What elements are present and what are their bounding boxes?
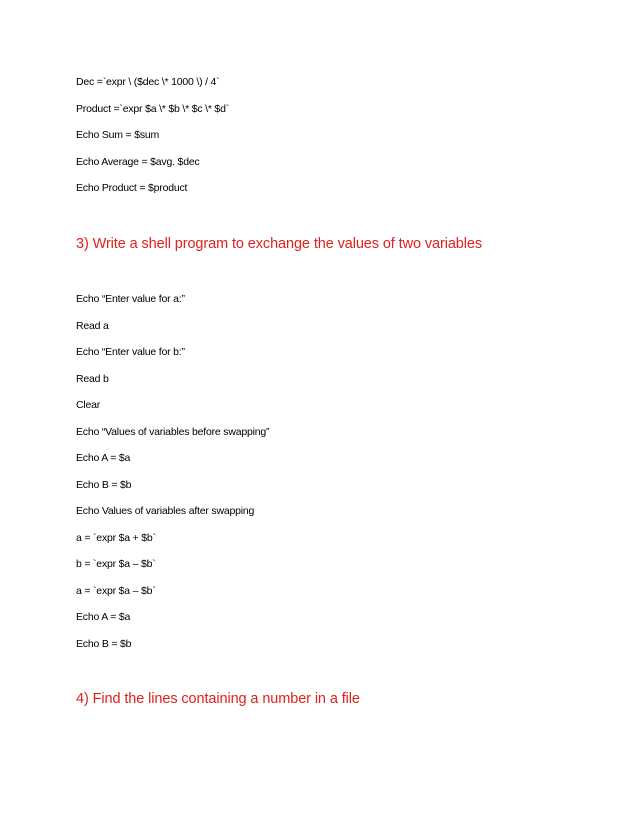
code-line: Dec =`expr \ ($dec \* 1000 \) / 4` bbox=[76, 76, 220, 88]
code-line: Echo A = $a bbox=[76, 611, 131, 623]
code-line: a = `expr $a + $b` bbox=[76, 532, 156, 544]
code-line: Read b bbox=[76, 373, 109, 385]
code-line: Echo “Enter value for a:” bbox=[76, 293, 185, 305]
code-line: Echo Sum = $sum bbox=[76, 129, 160, 141]
code-line: Clear bbox=[76, 399, 101, 411]
code-line: Echo “Enter value for b:” bbox=[76, 346, 185, 358]
section-heading: 3) Write a shell program to exchange the values of two variables bbox=[76, 236, 482, 252]
code-line: Echo Values of variables after swapping bbox=[76, 505, 255, 517]
code-line: Read a bbox=[76, 320, 109, 332]
code-line: a = `expr $a – $b` bbox=[76, 585, 156, 597]
code-line: b = `expr $a – $b` bbox=[76, 558, 156, 570]
code-line: Echo Product = $product bbox=[76, 182, 188, 194]
code-line: Echo B = $b bbox=[76, 479, 132, 491]
section-heading: 4) Find the lines containing a number in a file bbox=[76, 691, 360, 707]
code-line: Echo Average = $avg. $dec bbox=[76, 156, 200, 168]
code-line: Product =`expr $a \* $b \* $c \* $d` bbox=[76, 103, 230, 115]
code-line: Echo “Values of variables before swapping” bbox=[76, 426, 270, 438]
code-line: Echo B = $b bbox=[76, 638, 132, 650]
code-line: Echo A = $a bbox=[76, 452, 131, 464]
